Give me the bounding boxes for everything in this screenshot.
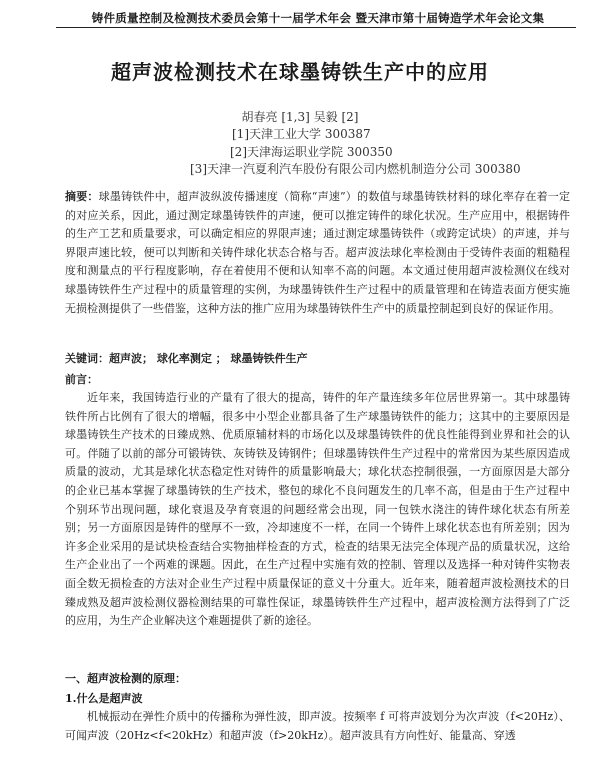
keywords	[65, 350, 308, 366]
abstract-label: 摘要：	[65, 190, 99, 203]
affiliation-1: [1]天津工业大学 300387	[232, 127, 371, 141]
header-rule	[56, 27, 576, 28]
abstract-text: 球墨铸铁件中，超声波纵波传播速度（简称“声速”）的数值与球墨铸铁材料的球化率存在着一定的对应关系，因此，通过测定球墨铸铁件的声速，便可以推定铸件的球化状况。生产应用中，根据铸件的生产工艺和质量要求，可以确定相应的界限声速；通过测定球墨铸铁件（或跨定试块）的声速，并与界限声速比较，便可以判断和关铸件球化状态合格与否。超声波法球化率检测由于受铸件表面的粗糙程度和测量点的平行程度影响，存在着使用不便和认知率不高的问题。本文通过使用超声波检测仪在线对球墨铸铁件生产过程中的质量管理的实例，为球墨铸铁件生产过程中的质量管理和在铸造表面方便实施无损检测提供了一些借鉴，这种方法的推广应用为球墨铸铁件生产中的质量控制起到良好的保证作用。	[65, 190, 571, 315]
paper-title: 超声波检测技术在球墨铸铁生产中的应用	[111, 60, 489, 84]
keywords-label: 关键词：	[65, 352, 109, 365]
affiliation-3: [3]天津一汽夏利汽车股份有限公司内燃机制造分公司 300380	[190, 162, 521, 176]
subsection-paragraph: 机械振动在弹性介质中的传播称为弹性波，即声波。按频率 f 可将声波划分为次声波（f<20Hz）、可闻声波（20Hz<f<20kHz）和超声波（f>20kHz）。超声波具有方向性好、能量高、穿透	[65, 710, 570, 742]
abstract	[65, 188, 570, 318]
authors: 胡春亮 [1,3] 吴毅 [2]	[241, 110, 359, 124]
subsection-heading: 1.什么是超声波	[65, 692, 143, 705]
intro-paragraph: 近年来，我国铸造行业的产量有了很大的提高，铸件的年产量连续多年位居世界第一。其中球墨铸铁件所占比例有了很大的增幅，很多中小型企业都具备了生产球墨铸铁件的能力；这其中的主要原因是球墨铸铁生产技术的日臻成熟、优质原辅材料的市场化以及球墨铸铁件的优良性能得到业界和社会的认可。伴随了以前的部分可锻铸铁、灰铸铁及铸钢件；但球墨铸铁件生产过程中的常常因为某些原因造成质量的波动，尤其是球化状态稳定性对铸件的质量影响最大；球化状态控制很强，一方面原因是大部分的企业已基本掌握了球墨铸铁的生产技术，整包的球化不良问题发生的几率不高，但是由于生产过程中个别环节出现问题，球化衰退及孕育衰退的问题经常会出现，同一包铁水浇注的铸件球化状态有所差别；另一方面原因是铸件的壁厚不一致，冷却速度不一样，在同一个铸件上球化状态也有所差别；因为许多企业采用的是试块检查结合实物抽样检查的方式，检查的结果无法完全体现产品的质量状况，这给生产企业出了一个两难的课题。因此，在生产过程中实施有效的控制、管理以及选择一种对铸件实物表面全数无损检查的方法对企业生产过程中质量保证的意义十分重大。近年来，随着超声波检测技术的日臻成熟及超声波检测仪器检测结果的可靠性保证，球墨铸铁件生产过程中，超声波检测方法得到了广泛的应用，为生产企业解决这个难题提供了新的途径。	[65, 391, 570, 628]
affiliation-2: [2]天津海运职业学院 300350	[230, 145, 393, 159]
section-heading: 一、超声波检测的原理：	[65, 672, 186, 685]
keywords-text: 超声波； 球化率测定 ； 球墨铸铁件生产	[109, 352, 308, 365]
running-header: 铸件质量控制及检测技术委员会第十一届学术年会 暨天津市第十届铸造学术年会论文集	[91, 11, 545, 25]
preface-heading: 前言：	[65, 373, 98, 386]
